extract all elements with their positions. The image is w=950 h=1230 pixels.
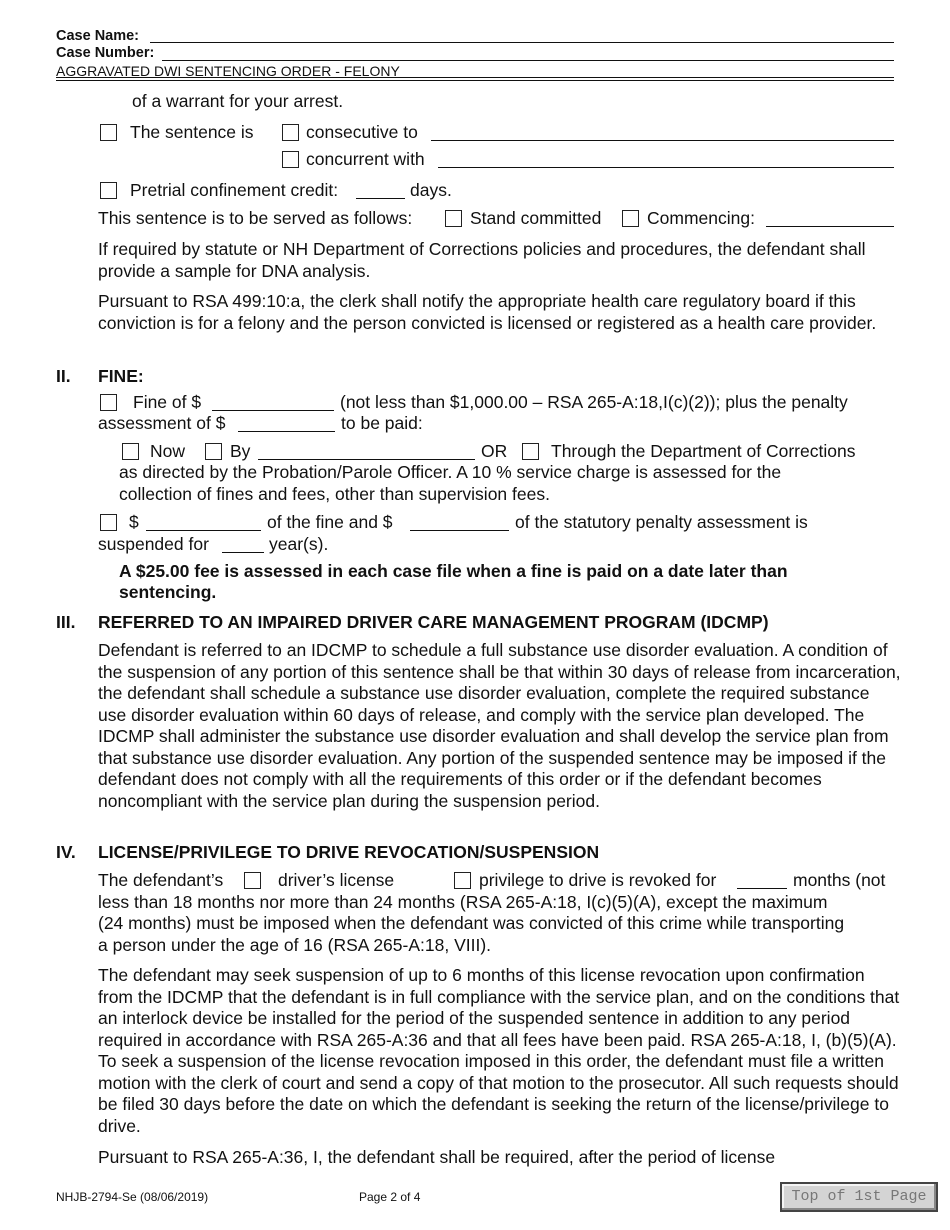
of-fine-label: of the fine and $ bbox=[267, 512, 393, 532]
consecutive-field[interactable] bbox=[431, 140, 894, 141]
dollar-label: $ bbox=[129, 512, 139, 532]
suspended-years-field[interactable] bbox=[222, 552, 264, 553]
stand-committed-checkbox[interactable] bbox=[445, 210, 462, 227]
drivers-license-label: driver’s license bbox=[278, 870, 395, 890]
form-id: NHJB-2794-Se (08/06/2019) bbox=[56, 1190, 209, 1204]
by-date-field[interactable] bbox=[258, 459, 475, 460]
now-checkbox[interactable] bbox=[122, 443, 139, 460]
rsa-paragraph: Pursuant to RSA 499:10:a, the clerk shall notify the appropriate health care regulatory board if this conviction is for a felony and the person convicted is licensed or registered as a health care provider. bbox=[98, 291, 877, 333]
stand-committed-label: Stand committed bbox=[470, 208, 602, 228]
section-iv-title: LICENSE/PRIVILEGE TO DRIVE REVOCATION/SUSPENSION bbox=[98, 842, 600, 862]
commencing-date-field[interactable] bbox=[766, 226, 894, 227]
pretrial-days-field[interactable] bbox=[356, 198, 405, 199]
section-iii-number: III. bbox=[56, 612, 76, 632]
months-not-label: months (not bbox=[793, 870, 886, 890]
privilege-label: privilege to drive is revoked for bbox=[479, 870, 717, 890]
case-number-field[interactable] bbox=[162, 60, 894, 61]
suspended-fine-checkbox[interactable] bbox=[100, 514, 117, 531]
sentence-is-label: The sentence is bbox=[130, 122, 254, 142]
idcmp-paragraph: Defendant is referred to an IDCMP to schedule a full substance use disorder evaluation. A condition of the suspension of any portion of this sentence shall be that within 30 days of release from incarceration, the defendant shall schedule a substance use disorder evaluation, complete the required substance use disorder evaluation within 60 days of release, and comply with the service plan developed. The IDCMP shall administer the substance use disorder evaluation and shall develop the service plan from that substance use disorder evaluation. Any portion of the suspended sentence may be imposed if the defendant does not comply with all the requirements of this order or if the defendant becomes noncompliant with the service plan during the suspension period. bbox=[98, 640, 901, 811]
or-label: OR bbox=[481, 441, 508, 461]
to-be-paid-label: to be paid: bbox=[341, 413, 423, 433]
directed-line-1: as directed by the Probation/Parole Officer. A 10 % service charge is assessed for the bbox=[119, 462, 782, 482]
suspended-fine-field[interactable] bbox=[146, 530, 261, 531]
page-number: Page 2 of 4 bbox=[359, 1190, 421, 1204]
commencing-checkbox[interactable] bbox=[622, 210, 639, 227]
commencing-label: Commencing: bbox=[647, 208, 755, 228]
case-name-label: Case Name: bbox=[56, 28, 140, 44]
license-line-4: a person under the age of 16 (RSA 265-A:18, VIII). bbox=[98, 935, 492, 955]
directed-line-2: collection of fines and fees, other than supervision fees. bbox=[119, 484, 550, 504]
privilege-checkbox[interactable] bbox=[454, 872, 471, 889]
doc-label: Through the Department of Corrections bbox=[551, 441, 856, 461]
pretrial-label: Pretrial confinement credit: bbox=[130, 180, 339, 200]
fine-rest-label: (not less than $1,000.00 – RSA 265-A:18,I(c)(2)); plus the penalty bbox=[340, 392, 848, 412]
fine-checkbox[interactable] bbox=[100, 394, 117, 411]
form-title: AGGRAVATED DWI SENTENCING ORDER - FELONY bbox=[56, 63, 400, 79]
fee-notice-line-1: A $25.00 fee is assessed in each case file when a fine is paid on a date later than bbox=[119, 561, 788, 581]
fee-notice-line-2: sentencing. bbox=[119, 582, 217, 602]
concurrent-checkbox[interactable] bbox=[282, 151, 299, 168]
dna-paragraph: If required by statute or NH Department of Corrections policies and procedures, the defendant shall provide a sample for DNA analysis. bbox=[98, 239, 866, 281]
top-of-first-page-button[interactable]: Top of 1st Page bbox=[780, 1182, 938, 1212]
doc-checkbox[interactable] bbox=[522, 443, 539, 460]
assessment-label: assessment of $ bbox=[98, 413, 226, 433]
fine-of-label: Fine of $ bbox=[133, 392, 202, 412]
warrant-line: of a warrant for your arrest. bbox=[132, 91, 344, 111]
suspension-paragraph: The defendant may seek suspension of up to 6 months of this license revocation upon confirmation from the IDCMP that the defendant is in full compliance with the service plan, and on the conditions that an interlock device be installed for the period of the suspended sentence in addition to any period required in accordance with RSA 265-A:36 and that all fees have been paid. RSA 265-A:18, I, (b)(5)(A). To seek a suspension of the license revocation imposed in this order, the defendant must file a written motion with the clerk of court and send a copy of that motion to the prosecutor. All such requests should be filed 30 days before the date on which the defendant is seeking the return of the license/privilege to drive. bbox=[98, 965, 900, 1136]
revoked-months-field[interactable] bbox=[737, 888, 787, 889]
consecutive-label: consecutive to bbox=[306, 122, 418, 142]
by-label: By bbox=[230, 441, 251, 461]
assessment-field[interactable] bbox=[238, 431, 335, 432]
section-iii-title: REFERRED TO AN IMPAIRED DRIVER CARE MANAGEMENT PROGRAM (IDCMP) bbox=[98, 612, 769, 632]
case-number-label: Case Number: bbox=[56, 45, 155, 61]
header-divider-2 bbox=[56, 80, 894, 81]
section-iv-number: IV. bbox=[56, 842, 76, 862]
pursuant-line: Pursuant to RSA 265-A:36, I, the defendant shall be required, after the period of license bbox=[98, 1147, 776, 1167]
sentence-checkbox[interactable] bbox=[100, 124, 117, 141]
of-statutory-label: of the statutory penalty assessment is bbox=[515, 512, 808, 532]
concurrent-label: concurrent with bbox=[306, 149, 425, 169]
section-ii-number: II. bbox=[56, 366, 71, 386]
license-line-3: (24 months) must be imposed when the defendant was convicted of this crime while transporting bbox=[98, 913, 845, 933]
case-name-field[interactable] bbox=[150, 42, 894, 43]
years-label: year(s). bbox=[269, 534, 329, 554]
pretrial-days-label: days. bbox=[410, 180, 452, 200]
drivers-license-checkbox[interactable] bbox=[244, 872, 261, 889]
suspended-assessment-field[interactable] bbox=[410, 530, 509, 531]
pretrial-checkbox[interactable] bbox=[100, 182, 117, 199]
by-checkbox[interactable] bbox=[205, 443, 222, 460]
served-label: This sentence is to be served as follows: bbox=[98, 208, 413, 228]
section-ii-title: FINE: bbox=[98, 366, 144, 386]
header-divider bbox=[56, 77, 894, 78]
consecutive-checkbox[interactable] bbox=[282, 124, 299, 141]
defendants-label: The defendant’s bbox=[98, 870, 224, 890]
fine-amount-field[interactable] bbox=[212, 410, 334, 411]
license-line-2: less than 18 months nor more than 24 months (RSA 265-A:18, I(c)(5)(A), except the maximum bbox=[98, 892, 828, 912]
concurrent-field[interactable] bbox=[438, 167, 894, 168]
now-label: Now bbox=[150, 441, 186, 461]
suspended-for-label: suspended for bbox=[98, 534, 209, 554]
